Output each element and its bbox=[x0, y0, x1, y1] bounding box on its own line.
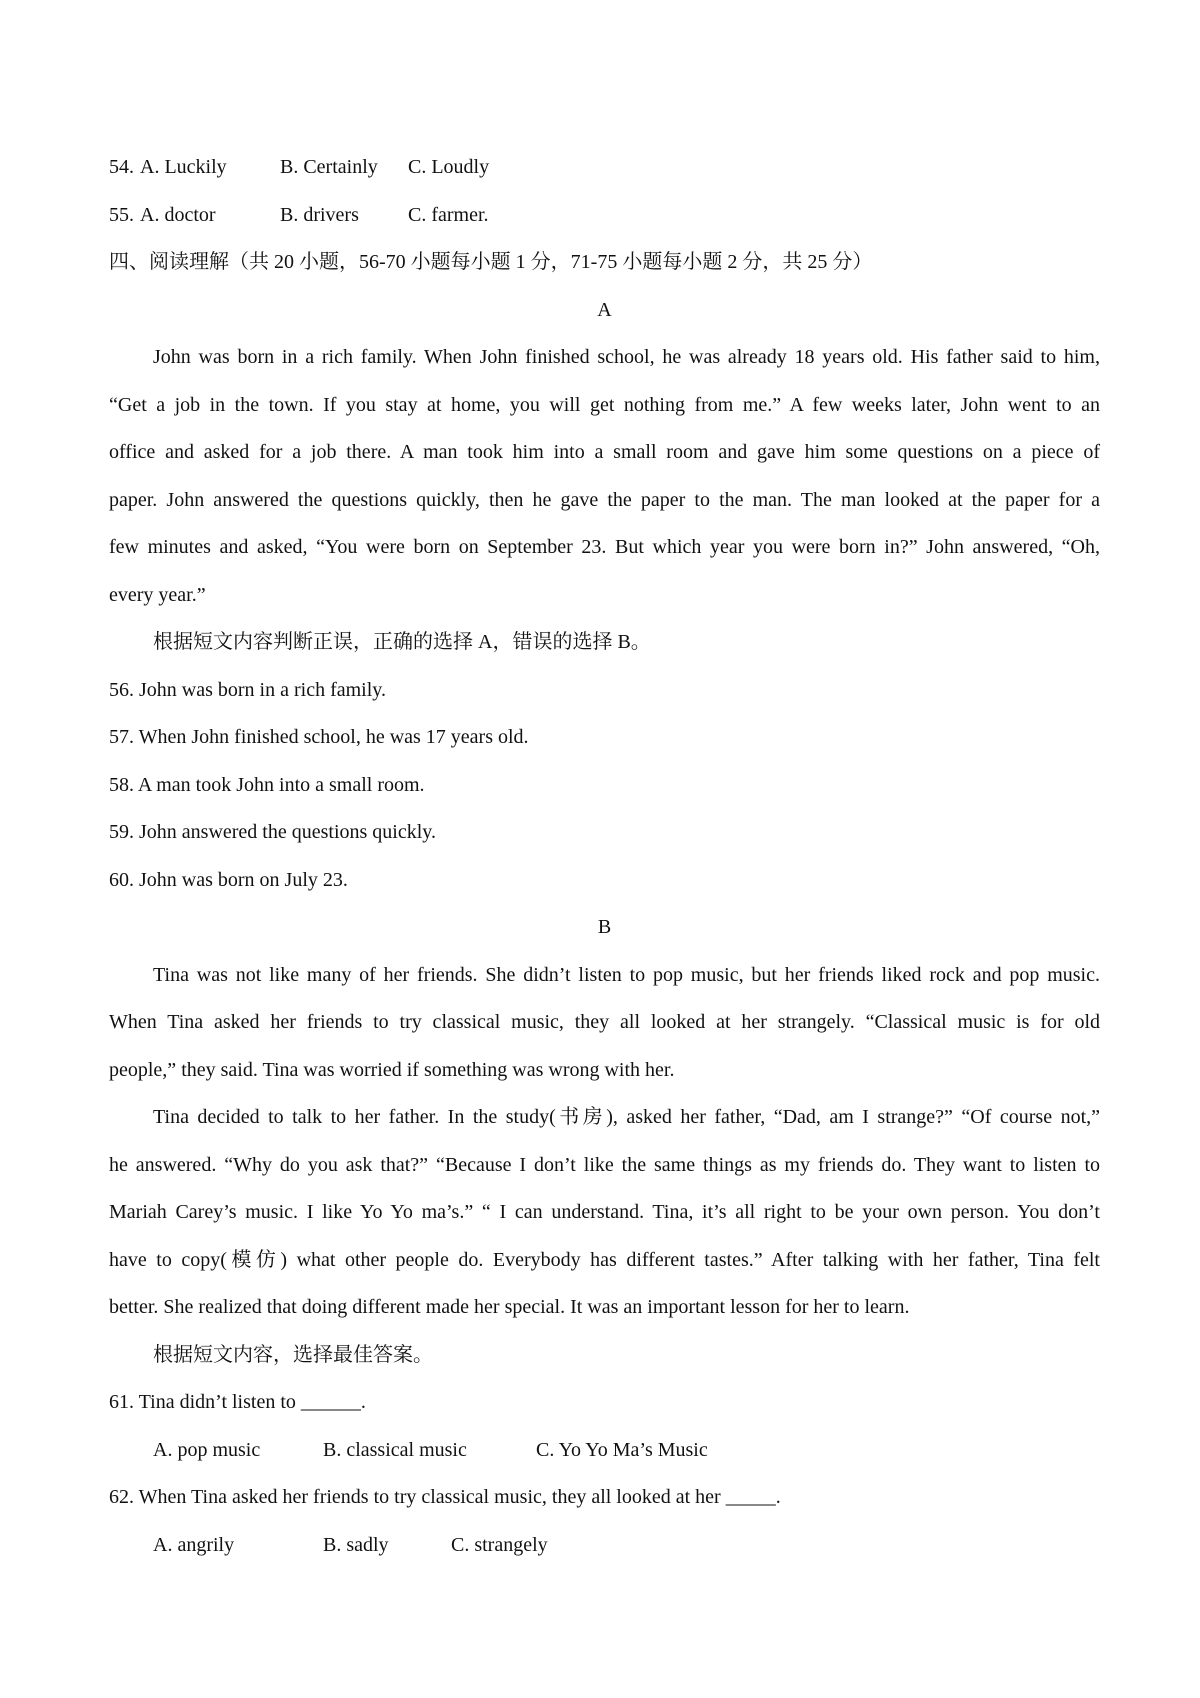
statement-56: 56. John was born in a rich family. bbox=[109, 678, 386, 701]
question-number: 54. bbox=[109, 156, 134, 178]
passage-a-line: office and asked for a job there. A man took him into a small room and gave him some questions on a piece of bbox=[109, 441, 1100, 463]
passage-b-line: When Tina asked her friends to try classical music, they all looked at her strangely. “Classical music is for old bbox=[109, 1011, 1100, 1033]
statement-60: 60. John was born on July 23. bbox=[109, 868, 348, 891]
passage-b-line: he answered. “Why do you ask that?” “Because I don’t like the same things as my friends do. They want to listen to bbox=[109, 1153, 1100, 1176]
passage-b-line: people,” they said. Tina was worried if something was wrong with her. bbox=[109, 1058, 675, 1081]
question-62-stem: 62. When Tina asked her friends to try classical music, they all looked at her _____. bbox=[109, 1486, 781, 1508]
option-c: C. Yo Yo Ma’s Music bbox=[536, 1438, 708, 1461]
passage-b-line: Tina was not like many of her friends. She didn’t listen to pop music, but her friends liked rock and pop music. bbox=[153, 963, 1100, 986]
question-55 bbox=[109, 192, 1100, 240]
statement-58: 58. A man took John into a small room. bbox=[109, 773, 425, 796]
option-b: B. classical music bbox=[323, 1438, 467, 1461]
passage-a-line: “Get a job in the town. If you stay at home, you will get nothing from me.” A few weeks later, John went to an bbox=[109, 393, 1100, 416]
option-a: A. Luckily bbox=[140, 156, 227, 178]
option-c: C. strangely bbox=[451, 1533, 548, 1556]
passage-a-label: A bbox=[597, 298, 612, 321]
question-62-options bbox=[109, 1522, 1100, 1570]
option-a: A. angrily bbox=[153, 1533, 235, 1556]
passage-a-line: John was born in a rich family. When John finished school, he was already 18 years old. His father said to him, bbox=[153, 346, 1100, 368]
passage-b-label: B bbox=[597, 916, 612, 938]
exam-page bbox=[109, 144, 1100, 1569]
passage-a-line: paper. John answered the questions quickly, then he gave the paper to the man. The man looked at the paper for a bbox=[109, 488, 1100, 511]
question-number: 55. bbox=[109, 203, 134, 226]
passage-a-instruction: 根据短文内容判断正误，正确的选择 A，错误的选择 B。 bbox=[153, 631, 651, 653]
passage-a-line: few minutes and asked, “You were born on September 23. But which year you were born in?” John answered, “Oh, bbox=[109, 536, 1100, 558]
option-c: C. Loudly bbox=[408, 156, 490, 178]
statement-57: 57. When John finished school, he was 17 years old. bbox=[109, 726, 529, 748]
passage-b-line: Mariah Carey’s music. I like Yo Yo ma’s.” “ I can understand. Tina, it’s all right to be your own person. You don’t bbox=[109, 1201, 1100, 1223]
question-61-stem: 61. Tina didn’t listen to ______. bbox=[109, 1391, 366, 1413]
passage-b-instruction: 根据短文内容，选择最佳答案。 bbox=[153, 1343, 433, 1366]
section-header: 四、阅读理解（共 20 小题，56-70 小题每小题 1 分，71-75 小题每小题 2 分，共 25 分） bbox=[109, 251, 873, 273]
option-a: A. pop music bbox=[153, 1438, 261, 1461]
passage-b-line: have to copy(模仿) what other people do. Everybody has different tastes.” After talking with her father, Tina felt bbox=[109, 1248, 1100, 1271]
option-a: A. doctor bbox=[140, 203, 216, 226]
option-b: B. drivers bbox=[280, 203, 359, 226]
question-61-options bbox=[109, 1427, 1100, 1475]
passage-b-line: Tina decided to talk to her father. In the study(书房), asked her father, “Dad, am I strange?” “Of course not,” bbox=[153, 1106, 1100, 1128]
option-b: B. sadly bbox=[323, 1533, 389, 1556]
passage-b-line: better. She realized that doing different made her special. It was an important lesson for her to learn. bbox=[109, 1296, 910, 1318]
statement-59: 59. John answered the questions quickly. bbox=[109, 821, 436, 843]
passage-a-line: every year.” bbox=[109, 583, 206, 606]
option-c: C. farmer. bbox=[408, 203, 489, 226]
option-b: B. Certainly bbox=[280, 156, 378, 178]
question-54 bbox=[109, 144, 1100, 192]
